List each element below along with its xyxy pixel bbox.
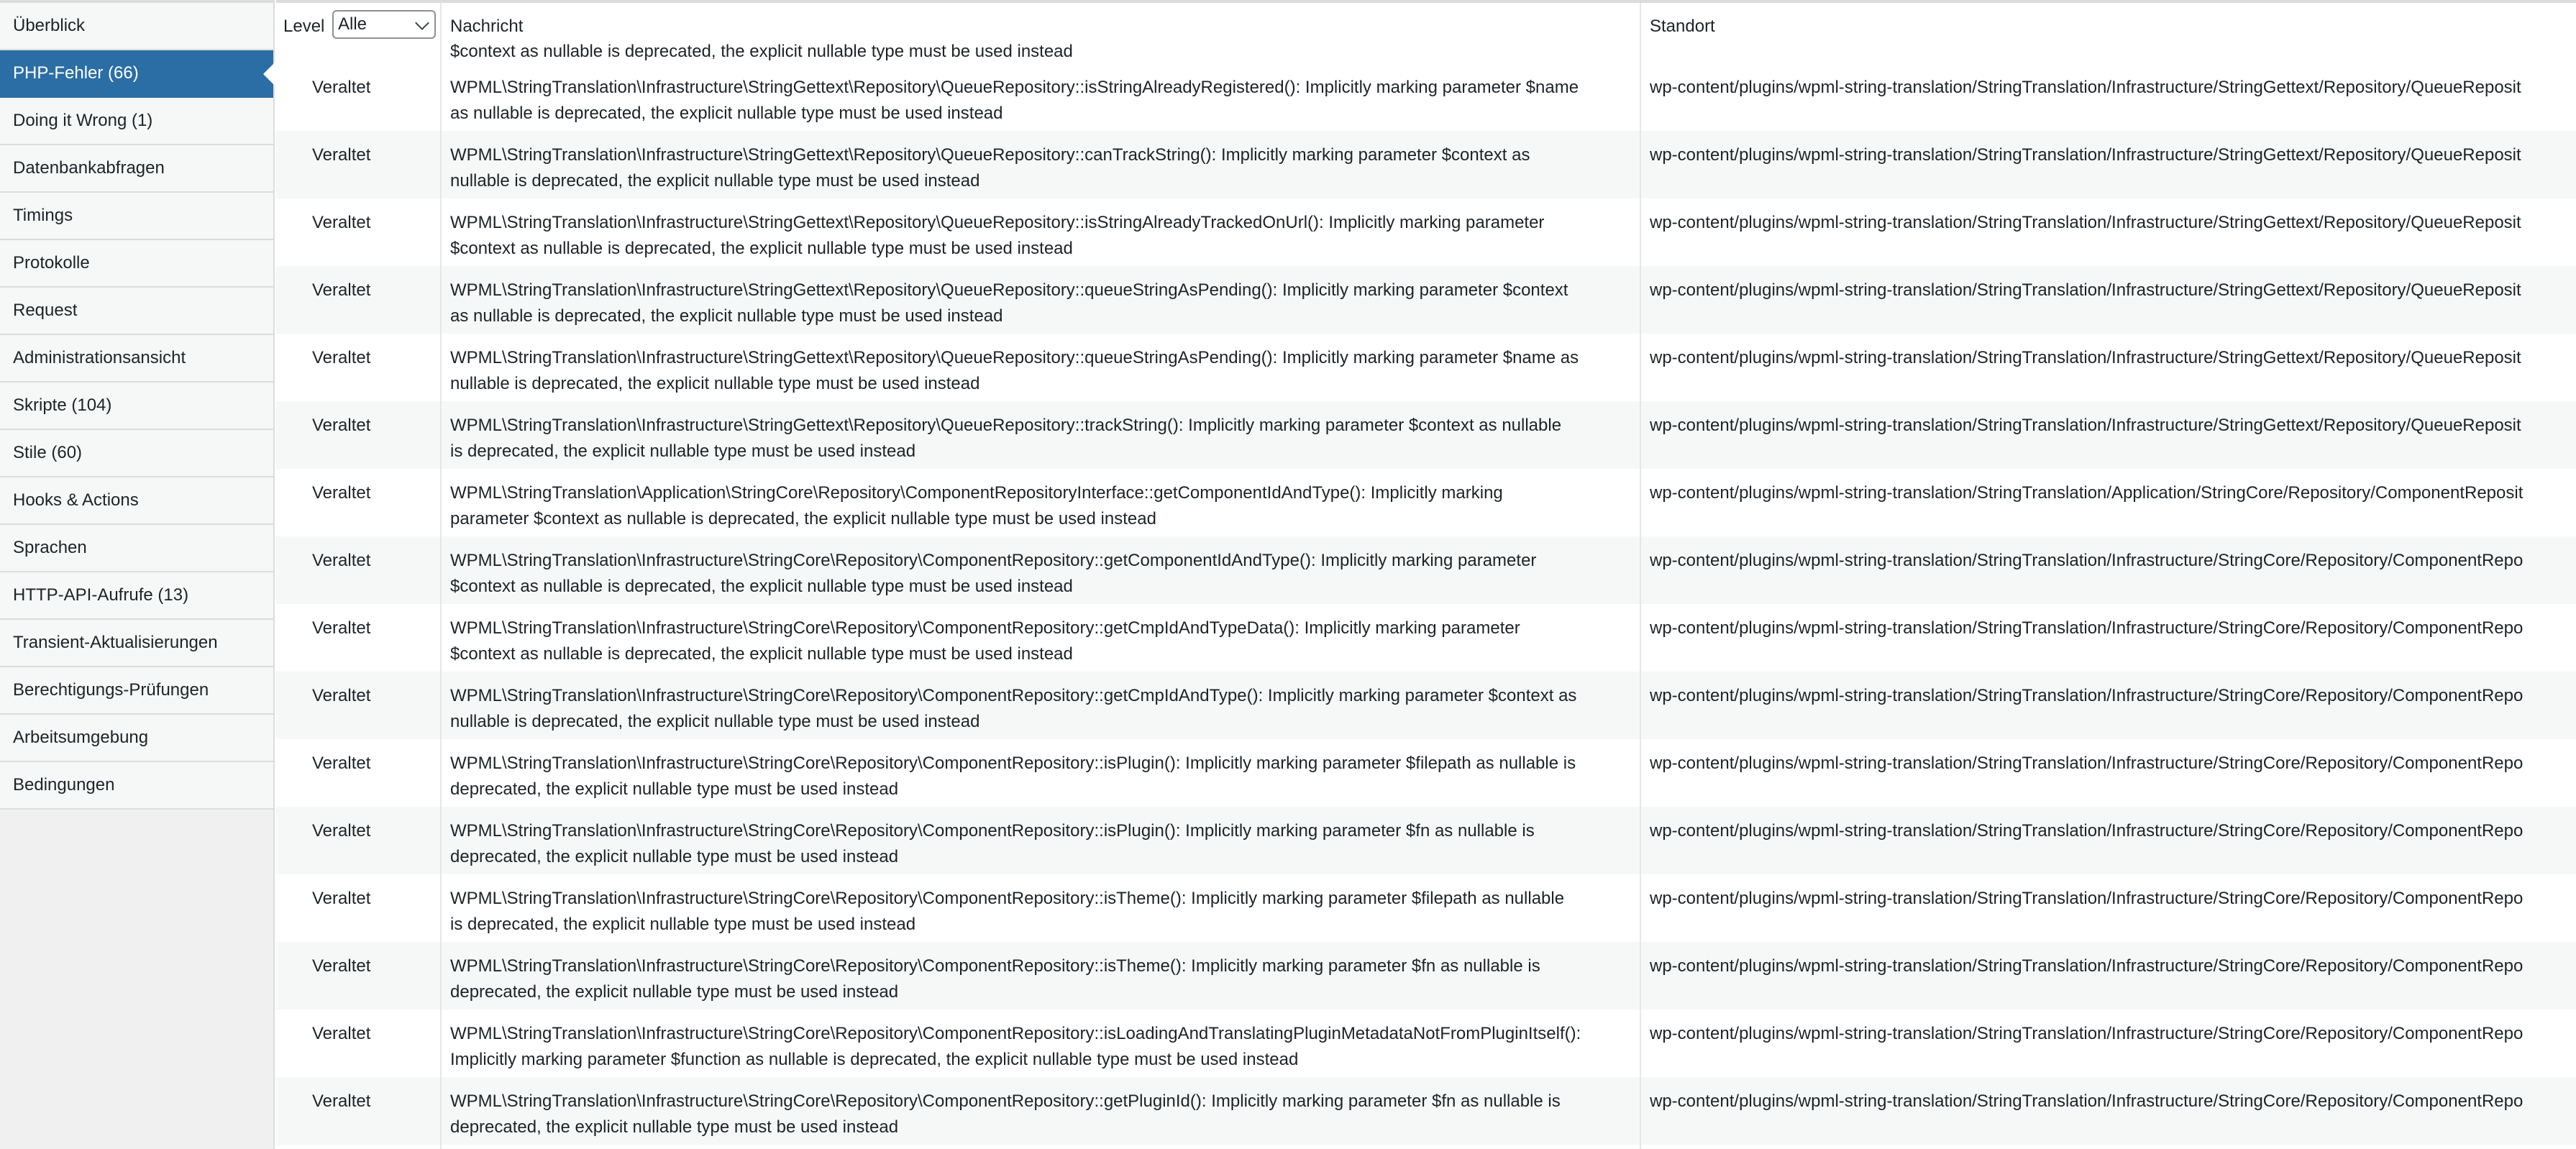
error-message (450, 278, 1641, 329)
error-message-line: as nullable is deprecated, the explicit nullable type must be used instead (450, 306, 1003, 326)
sidebar-item[interactable] (0, 3, 273, 50)
sidebar-item-label: Datenbankabfragen (13, 158, 165, 178)
sidebar-item[interactable] (0, 762, 273, 810)
error-message (450, 413, 1641, 464)
error-message-line: Implicitly marking parameter $function as nullable is deprecated, the explicit nullable type must be used instead (450, 1050, 1299, 1069)
sidebar-item-label: Skripte (104) (13, 395, 112, 415)
error-level: Veraltet (312, 213, 371, 232)
table-row (276, 469, 2576, 536)
table-row (276, 672, 2576, 739)
error-message-line: WPML\StringTranslation\Infrastructure\StringCore\Repository\ComponentRepository::isTheme(): Implicitly marking parameter $filepath as nullable (450, 889, 1565, 908)
error-message-line: WPML\StringTranslation\Infrastructure\StringGettext\Repository\QueueRepository::isStringAlreadyRegistered(): Implicitly marking parameter $name (450, 78, 1579, 97)
error-level: Veraltet (312, 618, 371, 638)
sidebar-item-label: Request (13, 301, 78, 320)
error-location: wp-content/plugins/wpml-string-translation/StringTranslation/Infrastructure/StringCore/Repository/ComponentRepo (1650, 754, 2524, 773)
error-message-line: WPML\StringTranslation\Infrastructure\StringCore\Repository\ComponentRepository::getCmpIdAndTypeData(): Implicitly marking parameter (450, 618, 1520, 638)
error-message-line: deprecated, the explicit nullable type must be used instead (450, 779, 899, 799)
error-location: wp-content/plugins/wpml-string-translation/StringTranslation/Infrastructure/StringCore/Repository/ComponentRepo (1650, 956, 2524, 976)
sidebar-item[interactable] (0, 335, 273, 383)
error-location: wp-content/plugins/wpml-string-translation/StringTranslation/Infrastructure/StringCore/Repository/ComponentRepo (1650, 551, 2524, 570)
error-level: Veraltet (312, 280, 371, 300)
error-message-line: WPML\StringTranslation\Infrastructure\StringGettext\Repository\QueueRepository::trackString(): Implicitly marking parameter $context as nullable (450, 416, 1562, 435)
table-row (276, 536, 2576, 604)
table-row (276, 266, 2576, 334)
sidebar-nav (0, 0, 275, 1149)
sidebar-item[interactable] (0, 525, 273, 572)
sidebar-item-label: Berechtigungs-Prüfungen (13, 680, 209, 700)
error-level: Veraltet (312, 483, 371, 503)
chevron-down-icon (415, 16, 429, 30)
error-location: wp-content/plugins/wpml-string-translation/StringTranslation/Infrastructure/StringGettext/Repository/QueueReposit (1650, 145, 2521, 165)
column-divider (1640, 3, 1641, 1149)
error-location: wp-content/plugins/wpml-string-translation/StringTranslation/Infrastructure/StringGettext/Repository/QueueReposit (1650, 280, 2521, 300)
error-message-line: nullable is deprecated, the explicit nullable type must be used instead (450, 712, 980, 731)
sidebar-item-label: HTTP-API-Aufrufe (13) (13, 585, 189, 605)
error-message (450, 683, 1641, 735)
sidebar-item[interactable] (0, 572, 273, 620)
error-location: wp-content/plugins/wpml-string-translation/StringTranslation/Infrastructure/StringGettext/Repository/QueueReposit (1650, 348, 2521, 367)
location-column-header: Standort (1650, 17, 1715, 36)
error-level: Veraltet (312, 686, 371, 705)
table-row (276, 739, 2576, 807)
sidebar-item-label: Hooks & Actions (13, 490, 139, 510)
error-level: Veraltet (312, 889, 371, 908)
table-row (276, 874, 2576, 942)
error-location: wp-content/plugins/wpml-string-translation/StringTranslation/Infrastructure/StringCore/Repository/ComponentRepo (1650, 889, 2524, 908)
sidebar-item-label: Transient-Aktualisierungen (13, 633, 218, 652)
error-message-line: $context as nullable is deprecated, the explicit nullable type must be used instead (450, 577, 1073, 596)
sidebar-item[interactable] (0, 98, 273, 145)
error-location: wp-content/plugins/wpml-string-translation/StringTranslation/Infrastructure/StringCore/Repository/ComponentRepo (1650, 686, 2524, 705)
sidebar-item-label: Administrationsansicht (13, 348, 186, 367)
error-message (450, 1089, 1641, 1140)
error-message-line: WPML\StringTranslation\Infrastructure\StringGettext\Repository\QueueRepository::canTrackString(): Implicitly marking parameter $context as (450, 145, 1530, 165)
sidebar-item-label: Protokolle (13, 253, 90, 273)
error-message-line: WPML\StringTranslation\Infrastructure\StringCore\Repository\ComponentRepository::getCmpIdAndType(): Implicitly marking parameter $context as (450, 686, 1577, 705)
table-row (276, 807, 2576, 874)
sidebar-item-label: Timings (13, 206, 73, 225)
error-message-line: deprecated, the explicit nullable type must be used instead (450, 1117, 899, 1137)
error-location: wp-content/plugins/wpml-string-translation/StringTranslation/Infrastructure/StringGettext/Repository/QueueReposit (1650, 213, 2521, 232)
sidebar-item[interactable] (0, 430, 273, 477)
error-message-line: WPML\StringTranslation\Infrastructure\StringGettext\Repository\QueueRepository::isStringAlreadyTrackedOnUrl(): Implicitly marking parameter (450, 213, 1545, 232)
table-row (276, 401, 2576, 469)
error-message-line: WPML\StringTranslation\Infrastructure\StringCore\Repository\ComponentRepository::getComponentIdAndType(): Implicitly marking parameter (450, 551, 1537, 570)
error-location: wp-content/plugins/wpml-string-translation/StringTranslation/Infrastructure/StringGettext/Repository/QueueReposit (1650, 78, 2521, 97)
table-row (276, 131, 2576, 198)
error-message-line: WPML\StringTranslation\Infrastructure\StringGettext\Repository\QueueRepository::queueStringAsPending(): Implicitly marking parameter $name as (450, 348, 1579, 367)
error-level: Veraltet (312, 754, 371, 773)
error-message (450, 210, 1641, 262)
sidebar-item[interactable] (0, 477, 273, 525)
sidebar-background (0, 810, 273, 1149)
error-message-line: nullable is deprecated, the explicit nullable type must be used instead (450, 374, 980, 393)
level-filter-select[interactable] (332, 10, 436, 39)
error-location: wp-content/plugins/wpml-string-translation/StringTranslation/Infrastructure/StringCore/Repository/ComponentRepo (1650, 1091, 2524, 1111)
message-column-header: Nachricht (450, 17, 524, 36)
error-message-line: as nullable is deprecated, the explicit nullable type must be used instead (450, 104, 1003, 123)
error-level: Veraltet (312, 1091, 371, 1111)
error-message-line: deprecated, the explicit nullable type must be used instead (450, 982, 899, 1002)
error-location: wp-content/plugins/wpml-string-translation/StringTranslation/Infrastructure/StringCore/Repository/ComponentRepo (1650, 821, 2524, 841)
error-location: wp-content/plugins/wpml-string-translation/StringTranslation/Application/StringCore/Repository/ComponentReposit (1650, 483, 2524, 503)
sidebar-item-label: Doing it Wrong (1) (13, 111, 153, 130)
level-column-header: Level (283, 17, 325, 36)
sidebar-item[interactable] (0, 145, 273, 193)
table-header-row (276, 3, 2576, 63)
error-location: wp-content/plugins/wpml-string-translation/StringTranslation/Infrastructure/StringCore/Repository/ComponentRepo (1650, 1024, 2524, 1043)
level-filter-value: Alle (338, 14, 367, 34)
table-row (276, 1077, 2576, 1145)
sidebar-item[interactable] (0, 50, 273, 98)
sidebar-item-label: PHP-Fehler (66) (13, 63, 139, 83)
error-level: Veraltet (312, 348, 371, 367)
error-message (450, 886, 1641, 938)
error-message-line: is deprecated, the explicit nullable type must be used instead (450, 915, 916, 934)
error-message-line: WPML\StringTranslation\Infrastructure\StringCore\Repository\ComponentRepository::isTheme(): Implicitly marking parameter $fn as nullable is (450, 956, 1540, 976)
error-message-line: $context as nullable is deprecated, the explicit nullable type must be used instead (450, 239, 1073, 258)
table-row (276, 63, 2576, 131)
previous-row-message-tail: $context as nullable is deprecated, the explicit nullable type must be used instead (450, 42, 1073, 61)
error-message-line: nullable is deprecated, the explicit nullable type must be used instead (450, 171, 980, 191)
sidebar-item[interactable] (0, 715, 273, 762)
table-row (276, 942, 2576, 1010)
error-message-line: WPML\StringTranslation\Application\StringCore\Repository\ComponentRepositoryInterface::getComponentIdAndType(): Implicitly marking (450, 483, 1503, 503)
error-location: wp-content/plugins/wpml-string-translation/StringTranslation/Infrastructure/StringGettext/Repository/QueueReposit (1650, 416, 2521, 435)
table-row (276, 604, 2576, 672)
error-message (450, 480, 1641, 532)
error-message (450, 615, 1641, 667)
error-message (450, 818, 1641, 870)
error-level: Veraltet (312, 416, 371, 435)
error-message-line: deprecated, the explicit nullable type must be used instead (450, 847, 899, 866)
error-location: wp-content/plugins/wpml-string-translation/StringTranslation/Infrastructure/StringCore/Repository/ComponentRepo (1650, 618, 2524, 638)
sidebar-item[interactable] (0, 240, 273, 288)
error-level: Veraltet (312, 78, 371, 97)
error-message-line: WPML\StringTranslation\Infrastructure\StringGettext\Repository\QueueRepository::queueStringAsPending(): Implicitly marking parameter $context (450, 280, 1568, 300)
error-message (450, 751, 1641, 802)
error-level: Veraltet (312, 821, 371, 841)
error-message-line: $context as nullable is deprecated, the explicit nullable type must be used instead (450, 644, 1073, 664)
sidebar-item[interactable] (0, 620, 273, 667)
error-level: Veraltet (312, 1024, 371, 1043)
sidebar-item-label: Stile (60) (13, 443, 83, 462)
table-row (276, 1010, 2576, 1077)
error-message-line: WPML\StringTranslation\Infrastructure\StringCore\Repository\ComponentRepository::getPluginId(): Implicitly marking parameter $fn as nullable is (450, 1091, 1561, 1111)
error-level: Veraltet (312, 551, 371, 570)
sidebar-item-label: Überblick (13, 16, 86, 35)
error-message-line: WPML\StringTranslation\Infrastructure\StringCore\Repository\ComponentRepository::isPlugin(): Implicitly marking parameter $filepath as nullable is (450, 754, 1576, 773)
error-message (450, 548, 1641, 600)
error-level: Veraltet (312, 145, 371, 165)
sidebar-item-label: Bedingungen (13, 775, 115, 795)
sidebar-item[interactable] (0, 288, 273, 335)
sidebar-item-label: Arbeitsumgebung (13, 728, 149, 747)
error-message (450, 345, 1641, 397)
error-message (450, 1021, 1641, 1073)
column-divider (440, 3, 442, 1149)
php-errors-table (276, 0, 2576, 1149)
sidebar-item-label: Sprachen (13, 538, 87, 557)
error-message (450, 75, 1641, 127)
error-message (450, 953, 1641, 1005)
table-row (276, 198, 2576, 266)
error-message-line: is deprecated, the explicit nullable type must be used instead (450, 441, 916, 461)
error-message (450, 142, 1641, 194)
sidebar-item[interactable] (0, 667, 273, 715)
sidebar-item[interactable] (0, 383, 273, 430)
error-message-line: WPML\StringTranslation\Infrastructure\StringCore\Repository\ComponentRepository::isLoadingAndTranslatingPluginMetadataNotFromPluginItself(): (450, 1024, 1581, 1043)
error-message-line: parameter $context as nullable is deprecated, the explicit nullable type must be used instead (450, 509, 1156, 528)
error-message-line: WPML\StringTranslation\Infrastructure\StringCore\Repository\ComponentRepository::isPlugin(): Implicitly marking parameter $fn as nullable is (450, 821, 1535, 841)
error-level: Veraltet (312, 956, 371, 976)
table-row (276, 334, 2576, 401)
sidebar-item[interactable] (0, 193, 273, 240)
